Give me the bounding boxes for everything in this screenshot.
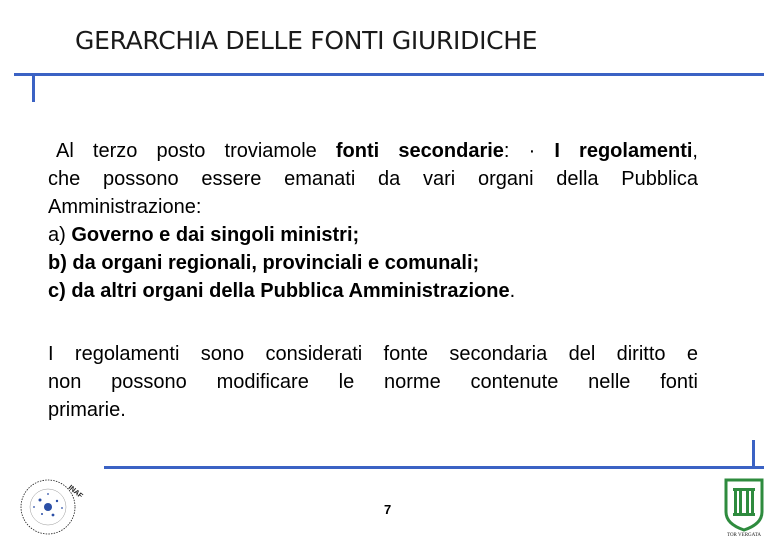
paragraph-line: Amministrazione: [48,196,202,218]
bottom-divider-tick [752,440,755,466]
bold-text-run: fonti secondarie [335,140,504,162]
bold-text-run: c) da altri organi della Pubblica Amministrazione [48,280,510,302]
paragraph-line: che possono essere emanati da vari organi della Pubblica [48,168,698,190]
page-number: 7 [384,502,392,517]
paragraph-line [48,137,698,165]
list-item-a [48,221,698,249]
svg-text:INAF: INAF [66,484,84,501]
inaf-logo [12,474,88,538]
svg-text:TOR VERGATA: TOR VERGATA [726,533,762,538]
university-logo [716,474,772,540]
paragraph-line: primarie. [48,399,126,421]
text-run: Al terzo posto troviamole [56,140,336,162]
bold-text-run: I regolamenti [554,140,693,162]
paragraph-line: I regolamenti sono considerati fonte secondaria del diritto e [48,343,698,365]
paragraph-line: non possono modificare le norme contenute nelle fonti [48,371,698,393]
page-title: GERARCHIA DELLE FONTI GIURIDICHE [75,26,538,55]
list-item-c [48,277,698,305]
paragraph-secondary-sources [48,137,698,305]
bold-text-run: Governo e dai singoli ministri; [71,224,360,246]
list-item-b [48,249,698,277]
text-run: . [509,280,516,302]
top-divider [14,73,764,76]
bold-text-run: b) da organi regionali, provinciali e comunali; [48,252,480,274]
paragraph-regulations [48,340,698,424]
text-run: , [692,140,698,162]
text-run: a) [48,224,72,246]
top-divider-tick [32,76,35,102]
text-run: : · [503,140,555,162]
bottom-divider [104,466,764,469]
